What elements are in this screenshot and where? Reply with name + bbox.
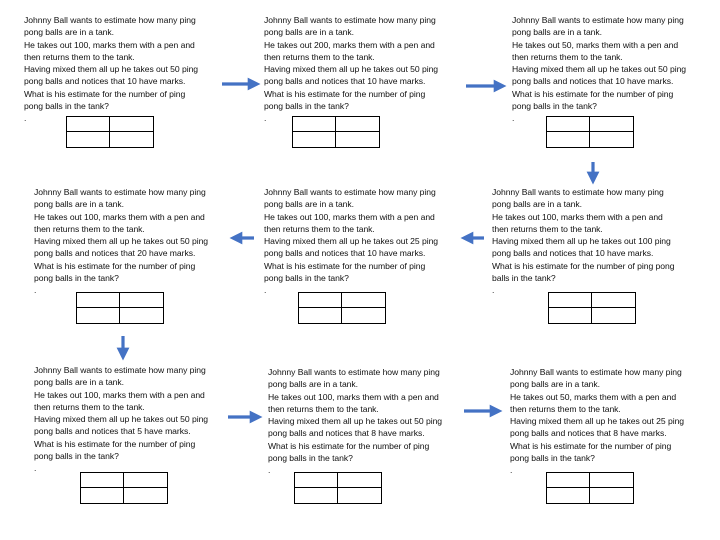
question-text-4: Johnny Ball wants to estimate how many ping pong balls are in a tank. He takes out 100, marks them with a pen and then returns them to the tank. Having mixed them all up he takes out 50 ping pong balls and notices that 20 have marks. What is his estimate for the number of ping pong balls in the tank? .	[34, 187, 209, 296]
question-text-2: Johnny Ball wants to estimate how many ping pong balls are in a tank. He takes out 200, marks them with a pen and then returns them to the tank. Having mixed them all up he takes out 50 ping pong balls and notices that 10 have marks. What is his estimate for the number of ping pong balls in the tank? .	[264, 15, 439, 124]
question-text-1: Johnny Ball wants to estimate how many ping pong balls are in a tank. He takes out 100, marks them with a pen and then returns them to the tank. Having mixed them all up he takes out 50 ping pong balls and notices that 10 have marks. What is his estimate for the number of ping pong balls in the tank? .	[24, 15, 199, 124]
question-text-9: Johnny Ball wants to estimate how many ping pong balls are in a tank. He takes out 50, marks them with a pen and then returns them to the tank. Having mixed them all up he takes out 25 ping pong balls and notices that 8 have marks. What is his estimate for the number of ping pong balls in the tank? .	[510, 367, 685, 476]
question-text-8: Johnny Ball wants to estimate how many ping pong balls are in a tank. He takes out 100, marks them with a pen and then returns them to the tank. Having mixed them all up he takes out 50 ping pong balls and notices that 8 have marks. What is his estimate for the number of ping pong balls in the tank? .	[268, 367, 443, 476]
question-text-5: Johnny Ball wants to estimate how many ping pong balls are in a tank. He takes out 100, marks them with a pen and then returns them to the tank. Having mixed them all up he takes out 25 ping pong balls and notices that 10 have marks. What is his estimate for the number of ping pong balls in the tank? .	[264, 187, 439, 296]
question-text-6: Johnny Ball wants to estimate how many ping pong balls are in a tank. He takes out 100, marks them with a pen and then returns them to the tank. Having mixed them all up he takes out 100 ping pong balls and notices that 10 have marks. What is his estimate for the number of ping pong balls in the tank? .	[492, 187, 675, 296]
question-text-3: Johnny Ball wants to estimate how many ping pong balls are in a tank. He takes out 50, marks them with a pen and then returns them to the tank. Having mixed them all up he takes out 50 ping pong balls and notices that 10 have marks. What is his estimate for the number of ping pong balls in the tank? .	[512, 15, 687, 124]
question-text-7: Johnny Ball wants to estimate how many ping pong balls are in a tank. He takes out 100, marks them with a pen and then returns them to the tank. Having mixed them all up he takes out 50 ping pong balls and notices that 5 have marks. What is his estimate for the number of ping pong balls in the tank? .	[34, 365, 209, 474]
